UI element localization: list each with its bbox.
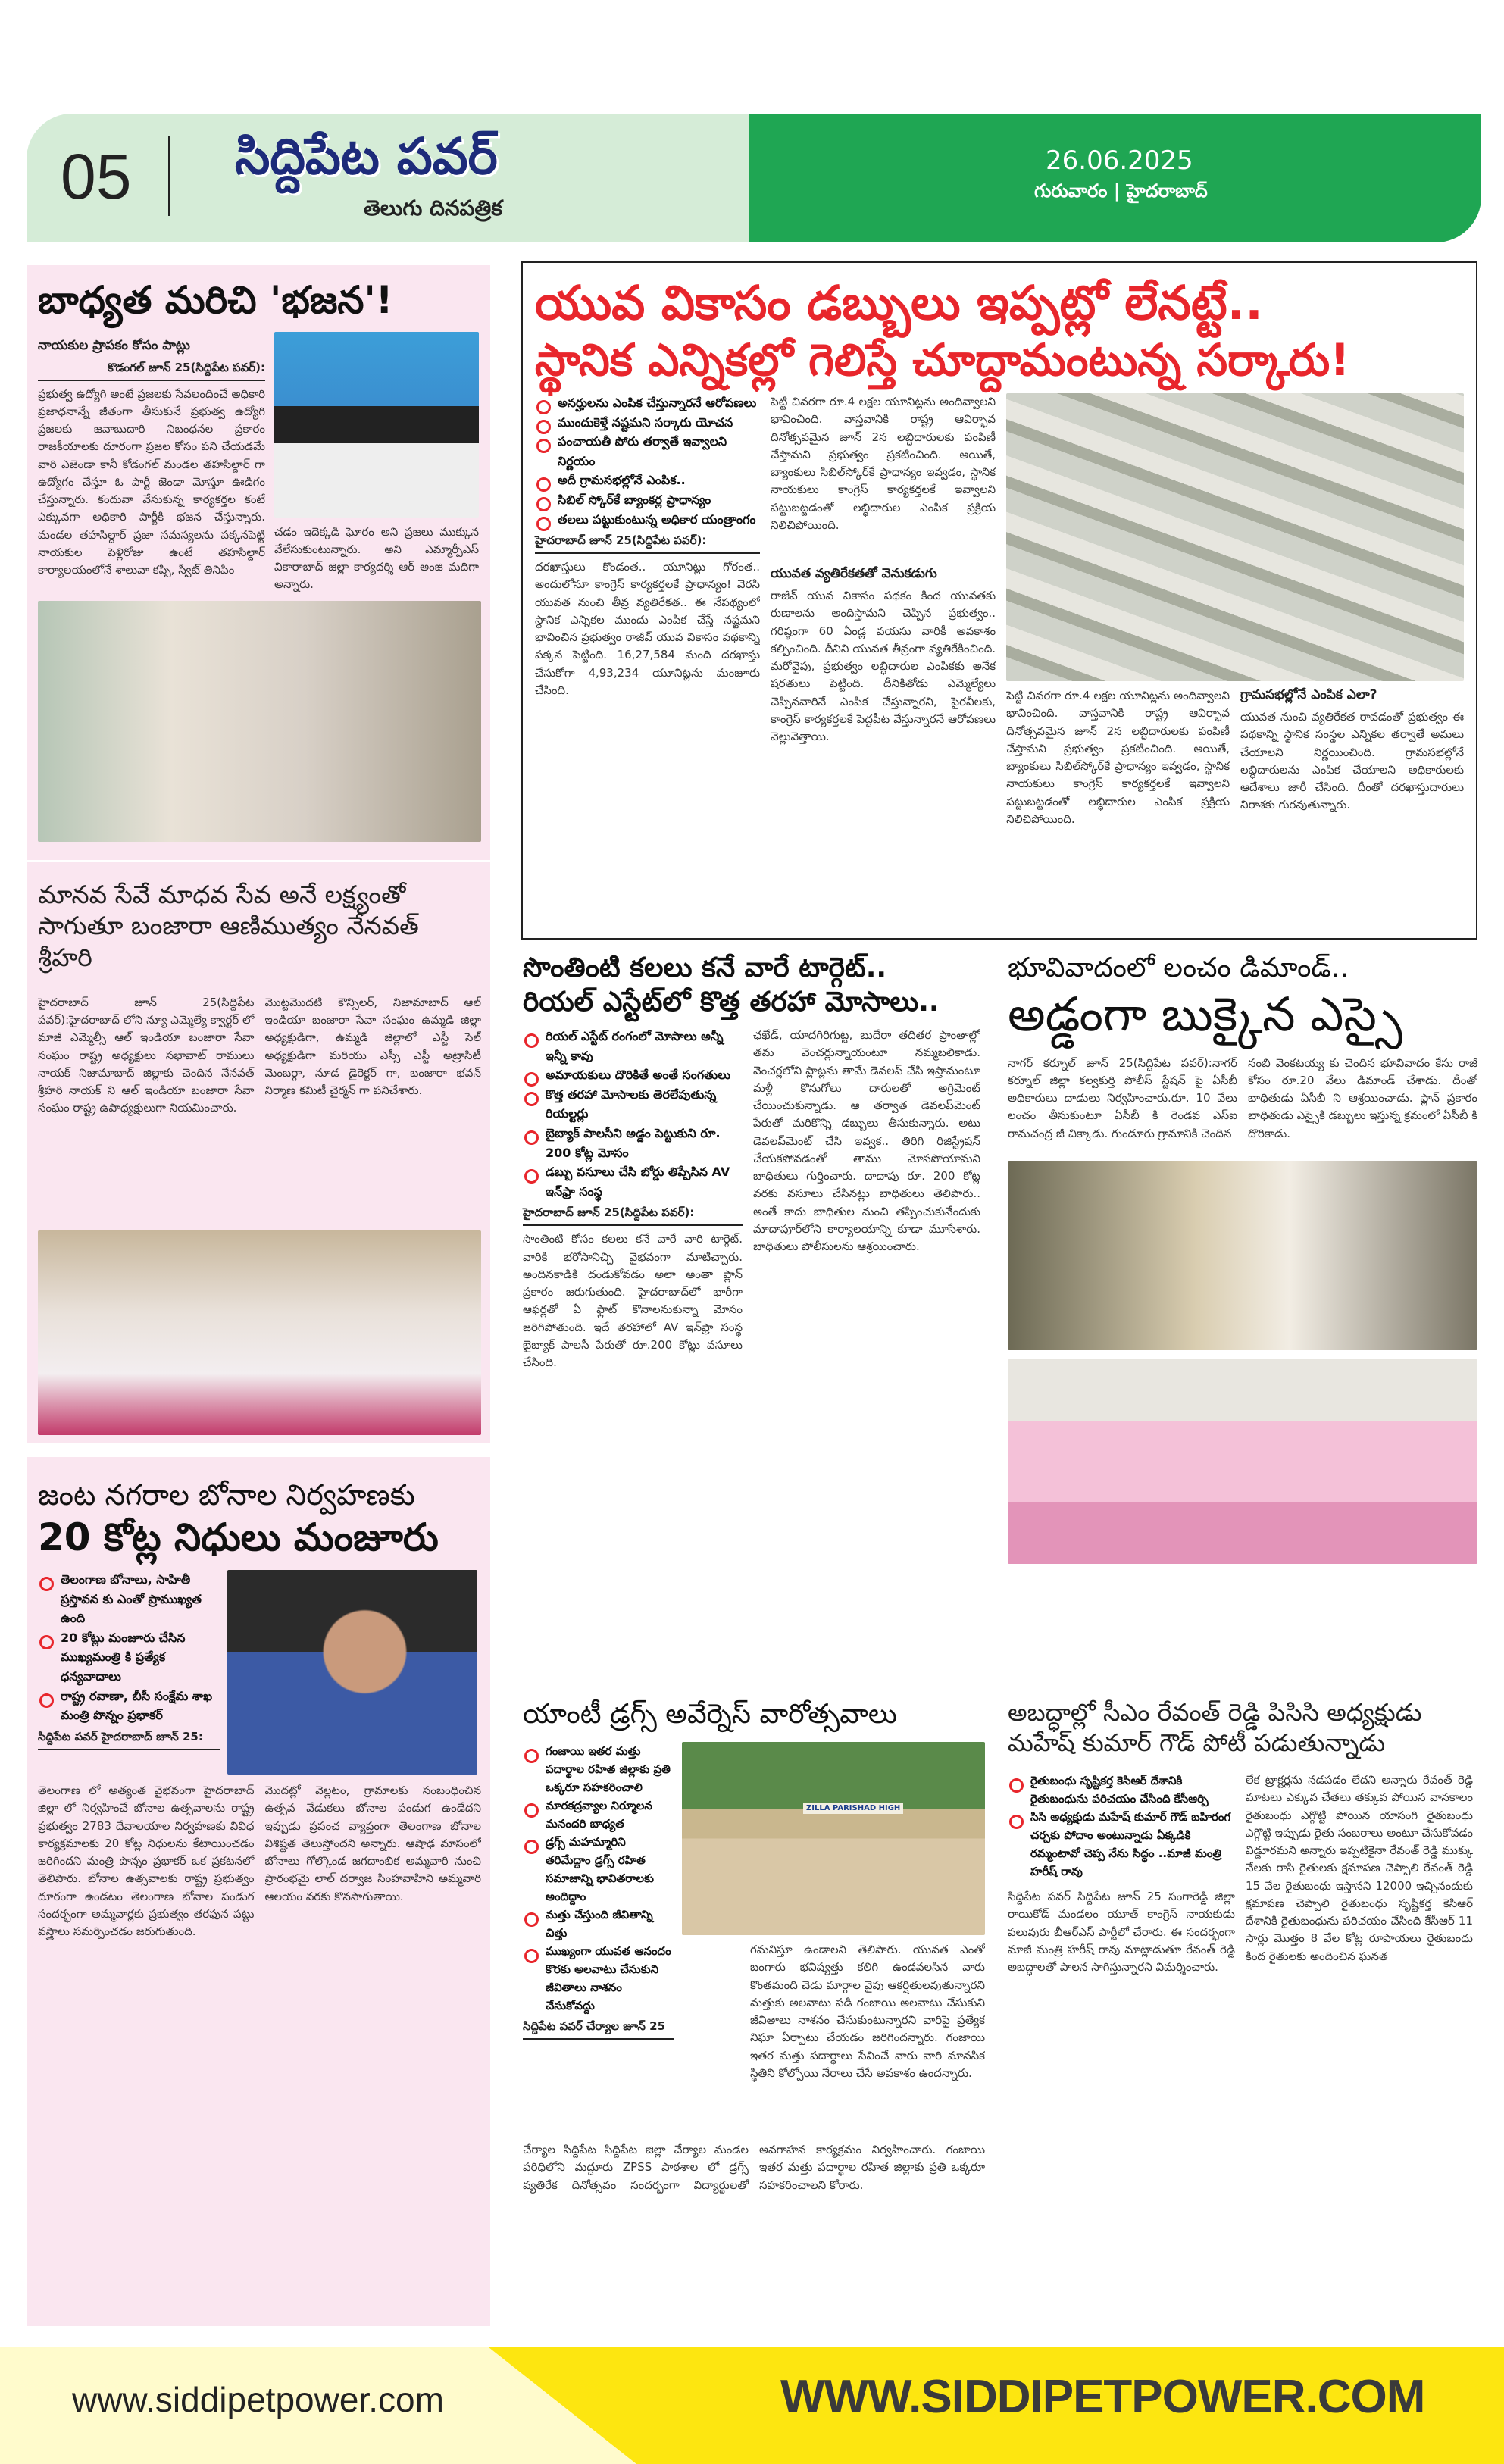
bullet-point: కొత్త తరహా మోసాలకు తెరలేపుతున్న రియల్టర్లు — [523, 1085, 743, 1124]
crosshead: యువత వ్యతిరేకతతో వెనుకడుగు — [771, 566, 937, 581]
bullet-point: సిసి అధ్యక్షుడు మహేష్ కుమార్ గౌడ్ బహిరంగ చర్చకు పోదాం అంటున్నాడు ఏక్కడికి రమ్మంటావో చెప్ప నేను సిద్ధం ..మాజీ మంత్రి హరీష్ రావు — [1008, 1808, 1235, 1881]
article-body-col2b: రాజీవ్ యువ వికాసం పథకం కింద యువతకు రుణాలను అందిస్తామని చెప్పిన ప్రభుత్వం.. గరిష్ఠంగా 60 ఏండ్ల వయసు వారికీ అవకాశం కల్పించింది. దీనిని యువత తీవ్రంగా వ్యతిరేకించింది. మరోవైపు, ప్రభుత్వం లబ్ధిదారుల ఎంపికకు అనేక షరతులు పెట్టింది. దీనికితోడు ఎమ్మెల్యేలు చెప్పినవారినే ఎంపిక చేస్తున్నారని, పైరవీలకు, కాంగ్రెస్ కార్యకర్తలకే పెద్దపీట వేస్తున్నారనే ఆరోపణలు వెల్లువెత్తాయి. — [771, 589, 996, 743]
article-anti-drugs — [523, 1697, 985, 2326]
school-sign: ZILLA PARISHAD HIGH — [803, 1803, 903, 1814]
section-divider — [27, 1443, 490, 1457]
lead-headline-line1: యువ వికాసం డబ్బులు ఇప్పట్లో లేనట్టే.. — [535, 275, 1263, 330]
headline: బాధ్యత మరిచి 'భజన'! — [38, 278, 393, 322]
officials-group-photo — [38, 601, 481, 842]
article-body-col4: యువత నుంచి వ్యతిరేకత రావడంతో ప్రభుత్వం ఈ పథకాన్ని స్థానిక సంస్థల ఎన్నికల తర్వాతే అమలు చేయాలని నిర్ణయించింది. గ్రామసభల్లోనే లబ్ధిదారులను ఎంపిక చేయాలని అధికారులకు ఆదేశాలు జారీ చేసింది. దీంతో దరఖాస్తుదారులు నిరాశకు గురవుతున్నారు. — [1240, 710, 1465, 812]
article-body-col2: నంబి వెంకటయ్య కు చెందిన భూవివాదం కేసు రాజీ కోసం రూ.20 వేలు డిమాండ్ చేశాడు. దీంతో బాధితుడు ఏసీబీ ని ఆశ్రయించాడు. ప్లాన్ ప్రకారం బాధితుడు ఎస్సైకి డబ్బులు ఇస్తున్న క్రమంలో ఏసీబీ కి దొరికాడు. — [1248, 1055, 1477, 1140]
bullet-point: డబ్బు వసూలు చేసి బోర్డు తిప్పేసిన AV ఇన్‌ఫ్రా సంస్థ — [523, 1162, 743, 1201]
article-body-col2: గమనిస్తూ ఉండాలని తెలిపారు. యువత ఎంతో బంగారు భవిష్యత్తు కలిగి ఉండవలసిన వారు కొంతమంది చెడు మార్గాల వైపు ఆకర్షితులవుతున్నారని మత్తుకు అలవాటు పడి గంజాయి అలవాటు చేసుకుని జీవితాలు నాశనం చేసుకుంటున్నారని వారిపై ప్రత్యేక నిఘా ఏర్పాటు చేయడం జరిగిందన్నారు. గంజాయి ఇతర మత్తు పదార్థాలు సేవించే వారు వారి మానసిక స్థితిని కోల్పోయి నేరాలు చేసే అవకాశం ఉందన్నారు. — [750, 1943, 985, 2080]
article-body-col3: పెట్టి చివరగా రూ.4 లక్షల యూనిట్లను అందివ్వాలని భావించింది. వాస్తవానికి రాష్ట్ర ఆవిర్భావ దినోత్సవమైన జూన్ 2న లబ్ధిదారులకు పంపిణీ చేస్తామని ప్రభుత్వం ప్రకటించింది. అయితే, బ్యాంకులు సిబిల్‌స్కోర్‌కే ప్రాధాన్యం ఇవ్వడం, స్థానిక నాయకులు కాంగ్రెస్ కార్యకర్తలకే ఇవ్వాలని పట్టుబట్టడంతో లబ్ధిదారుల ఎంపిక ప్రక్రియ నిలిచిపోయింది. — [1006, 689, 1230, 826]
headline-line1: భూవివాదంలో లంచం డిమాండ్.. — [1008, 952, 1349, 983]
article-body-col1: సిద్దిపేట పవర్ సిద్దిపేట జూన్ 25 సంగారెడ్డి జిల్లా రాయికోడ్ మండలం యూత్ కాంగ్రెస్ నాయకుడు పలువురు బీఆర్ఎస్ పార్టీలో చేరారు. ఈ సందర్భంగా మాజీ మంత్రి హరీష్ రావు మాట్లాడుతూ రేవంత్ రెడ్డి అబద్ధాలతో పాలన సాగిస్తున్నారని విమర్శించారు. — [1008, 1890, 1235, 1974]
header-right-panel — [749, 114, 1481, 242]
bullet-point: ముఖ్యంగా యువత ఆనందం కొరకు అలవాటు చేసుకుని జీవితాలు నాశనం చేసుకోవద్దు — [523, 1942, 674, 2015]
dateline: సిద్దిపేట పవర్ హైదరాబాద్ జూన్ 25: — [38, 1730, 220, 1750]
website-link-small[interactable]: www.siddipetpower.com — [72, 2380, 444, 2419]
bullet-point: రైతుబంధు సృష్టికర్త కెసిఆర్ దేశానికి రైతుబంధును పరిచయం చేసింది కేసీఆర్పి — [1008, 1771, 1235, 1808]
headline: యాంటీ డ్రగ్స్ అవేర్నెస్ వారోత్సవాలు — [523, 1699, 897, 1730]
bullet-point: డ్రగ్స్ మహమ్మారిని తరిమేద్దాం డ్రగ్స్ రహిత సమాజాన్ని భావితరాలకు అందిద్దాం — [523, 1833, 674, 1906]
masthead-tagline: తెలుగు దినపత్రిక — [364, 195, 502, 220]
dateline: సిద్దిపేట పవర్ చేర్యాల జూన్ 25 — [523, 2019, 674, 2040]
article-body-col2: మొట్టమొదటి కౌన్సిలర్, నిజామాబాద్ ఆల్ ఇండియా బంజారా సేవా సంఘం ఉమ్మడి జిల్లా అధ్యక్షుడిగా, ఉమ్మడి జిల్లాలో ఎస్టీ సెల్ అధ్యక్షుడిగా మరియు ఎస్సీ ఎస్టీ అట్రాసిటీ మెంబర్గా, నూడ డైరెక్టర్ గా, బంజారా భవన్ నిర్మాణ కమిటీ చైర్మన్ గా పనిచేశారు. — [264, 995, 481, 1097]
article-body-col1: హైదరాబాద్ జూన్ 25(సిద్దిపేట పవర్):హైదరాబాద్ లోని న్యూ ఎమ్మెల్యే క్వార్టర్ లో మాజీ ఎమ్మెల్సీ ఆల్ ఇండియా బంజారా సేవా సంఘం రాష్ట్ర అధ్యక్షులు సభావాట్ రాములు నాయక్ నిజామాబాద్ జిల్లాకు చెందిన నేనవత్ శ్రీహరి నాయక్ ని ఆల్ ఇండియా బంజారా సేవా సంఘం రాష్ట్ర ఉపాధ్యక్షులుగా నియమించారు. — [38, 995, 255, 1115]
headline: అబద్ధాల్లో సీఎం రేవంత్ రెడ్డి పిసిసి అధ్యక్షుడు మహేష్ కుమార్ గౌడ్ పోటీ పడుతున్నాడు — [1008, 1698, 1422, 1757]
headline-line1: జంట నగరాల బోనాల నిర్వహణకు — [38, 1478, 415, 1512]
article-acb-si — [1008, 951, 1477, 1671]
headline-line2: 20 కోట్ల నిధులు మంజూరు — [38, 1515, 439, 1559]
bullet-point: పంచాయతీ పోరు తర్వాతే ఇవ్వాలని నిర్ణయం — [535, 432, 760, 471]
issue-date: 26.06.2025 — [1046, 145, 1193, 176]
bullet-point: గంజాయి ఇతర మత్తు పదార్థాల రహిత జిల్లాకు ప్రతి ఒక్కరూ సహకరించాలి — [523, 1742, 674, 1796]
article-srihari — [38, 879, 481, 1440]
headline-line1: సొంతింటి కలలు కనే వారే టార్గెట్.. — [523, 952, 887, 983]
article-real-estate — [523, 951, 985, 1671]
article-body-col1: తెలంగాణ లో అత్యంత వైభవంగా హైదరాబాద్ జిల్లా లో నిర్వహించే బోనాల ఉత్సవాలను రాష్ట్ర ప్రభుత్వం 2783 దేవాలయాల నిర్వహణకు వివిధ కార్యక్రమాలకు 20 కోట్ల నిధులను కేటాయించడం జరిగిందని మంత్రి పొన్నం ప్రభాకర్ ఒక ప్రకటనలో తెలిపారు. బోనాల ఉత్సవాలకు రాష్ట్ర ప్రభుత్వం దూరంగా ఉండటం తెలంగాణ బోనాల పండుగ సందర్భంగా అమ్మవార్లకు ప్రభుత్వం తరఫున పట్టు వస్త్రాలు సమర్పించడం జరుగుతుంది. — [38, 1784, 255, 1938]
dateline: హైదరాబాద్ జూన్ 25(సిద్దిపేట పవర్): — [523, 1205, 743, 1226]
article-body-col2: మొదట్లో వెల్లటం, గ్రామాలకు సంబంధించిన ఉత్సవ వేడుకలు బోనాల పండుగ ఉండేదని ఇప్పుడు ప్రపంచ వ్యాప్తంగా తెలంగాణ బోనాల విశిష్టత తెలుస్తోందని అన్నారు. ఆషాఢ మాసంలో బోనాలు గోల్కొండ జగదాంబిక అమ్మవారి నుంచి ప్రారంభమై లాల్ దర్వాజ సింహవాహిని అమ్మవారి ఆలయం వరకు కొనసాగుతాయి. — [264, 1784, 481, 1903]
arrested-si-photo — [1008, 1161, 1477, 1350]
header-divider — [168, 136, 170, 216]
masthead-logo: సిద్దిపేట పవర్ — [235, 127, 498, 186]
headline-line2: అడ్డంగా బుక్కైన ఎస్సై — [1008, 987, 1402, 1042]
website-link-large[interactable]: WWW.SIDDIPETPOWER.COM — [780, 2371, 1425, 2423]
dateline: కొడంగల్ జూన్ 25(సిద్దిపేట పవర్): — [38, 361, 265, 381]
bullet-point: ముందుకెళ్తే నష్టమని సర్కారు యోచన — [535, 413, 760, 433]
headline: మానవ సేవే మాధవ సేవ అనే లక్ష్యంతో సాగుతూ బంజారా ఆణిముత్యం నేనవత్ శ్రీహరి — [38, 880, 419, 972]
bullet-point: రియల్ ఎస్టేట్ రంగంలో మోసాలు అన్నీ ఇన్నీ కావు — [523, 1027, 743, 1065]
bullet-point: అదీ గ్రామసభల్లోనే ఎంపిక.. — [535, 471, 760, 490]
brs-meeting-photo — [1008, 1359, 1477, 1564]
article-bonalu — [38, 1477, 481, 2319]
subheadline: నాయకుల ప్రాపకం కోసం పాట్లు — [38, 337, 190, 353]
article-harish-rao — [1008, 1697, 1477, 2326]
banjara-felicitation-photo — [38, 1230, 481, 1435]
minister-ponnam-photo — [227, 1570, 477, 1775]
article-body-col2: లేక ట్రాక్టర్లను నడపడం లేదని అన్నారు రేవంత్ రెడ్డి మాటలు ఎక్కువ చేతలు తక్కువ పోయిన వానకాలం రైతుబంధు ఎగ్గొట్టి పోయిన యాసంగి రైతుబంధు ఎగ్గొట్టి ఇప్పుడు రైతు సంబరాలు అంటూ చేసుకోవడం విడ్డూరమని అన్నారు ఇప్పటికైనా రేవంత్ రెడ్డి ముక్కు నేలకు రాసి రైతులకు క్షమాపణ చెప్పాలి రేవంత్ రెడ్డి 15 వేల రైతుబంధు ఇస్తానని 12000 ఇచ్చినందుకు క్షమాపణ చెప్పాలి రైతుబంధు సృష్టికర్త కెసిఆర్ దేశానికి రైతుబంధును పరిచయం చేసింది కేసీఆర్ 11 సార్లు మొత్తం 8 వేల కోట్ల రూపాయలు రైతుబంధు కింద రైతులకు అందించిన ఘనత — [1246, 1773, 1473, 1963]
bullet-point: బైబ్యాక్ పాలసీని అడ్డం పెట్టుకుని రూ. 200 కోట్ల మోసం — [523, 1124, 743, 1162]
article-body-col1: దరఖాస్తులు కొండంత.. యూనిట్లు గోరంత.. అందులోనూ కాంగ్రెస్ కార్యకర్తలకే ప్రాధాన్యం! వెరసి యువత నుంచి తీవ్ర వ్యతిరేకత.. ఈ నేపథ్యంలో స్థానిక ఎన్నికల ముందు ఎంపిక చేస్తే నష్టమని భావించిన ప్రభుత్వం రాజీవ్ యువ వికాసం పథకాన్ని పక్కన పెట్టింది. 16,27,584 మంది దరఖాస్తు చేసుకోగా 4,93,234 యూనిట్లను మంజూరు చేసింది. — [535, 560, 761, 697]
school-awareness-rally-photo — [682, 1742, 985, 1935]
article-body-col2: పెట్టి చివరగా రూ.4 లక్షల యూనిట్లను అందివ్వాలని భావించింది. వాస్తవానికి రాష్ట్ర ఆవిర్భావ దినోత్సవమైన జూన్ 2న లబ్ధిదారులకు పంపిణీ చేస్తామని ప్రభుత్వం ప్రకటించింది. అయితే, బ్యాంకులు సిబిల్‌స్కోర్‌కే ప్రాధాన్యం ఇవ్వడం, స్థానిక నాయకులు కాంగ్రెస్ కార్యకర్తలకే ఇవ్వాలని పట్టుబట్టడంతో లబ్ధిదారుల ఎంపిక ప్రక్రియ నిలిచిపోయింది. — [771, 395, 996, 532]
bullet-point: అనర్హులను ఎంపిక చేస్తున్నారనే ఆరోపణలు — [535, 393, 760, 413]
issue-day-place: గురువారం | హైదరాబాద్ — [1034, 180, 1208, 202]
page-number: 05 — [61, 141, 132, 212]
bullet-point: తెలంగాణ బోనాలు, సాహితీ ప్రస్తావన కు ఎంతో ప్రాముఖ్యత ఉంది — [38, 1570, 220, 1628]
crosshead: గ్రామసభల్లోనే ఎంపిక ఎలా? — [1240, 687, 1377, 702]
currency-notes-photo — [1006, 393, 1464, 681]
article-body: ప్రభుత్వ ఉద్యోగి అంటే ప్రజలకు సేవలందించే అధికారి ప్రజాధనాన్నే జీతంగా తీసుకునే ప్రభుత్వ ఉద్యోగి ప్రజలకు జవాబుదారి నిబంధనల ప్రకారం రాజకీయాలకు దూరంగా ప్రజల కోసం పని చేయడమే వారి ఎజెండా కానీ కోడంగల్ మండల తహసిల్దార్ గా ఉద్యోగం చేస్తూ ఓ పార్టీ జెండా మోస్తూ ఊడిగం చేస్తున్నారు. కందువా వేసుకున్న కార్యకర్తల కంటే ఎక్కువగా అధికారి పార్టీకి భజన చేస్తున్నారు. మండల తహసిల్దార్ ప్రజా సమస్యలను పక్కనపెట్టి నాయకుల పెళ్లిరోజు ఉంటే తహసిల్దార్ కార్యాలయంలోనే శాలువా కప్పి, స్వీట్ తినిపిం — [38, 386, 265, 577]
bullet-point: మత్తు చేస్తుంది జీవితాన్ని చిత్తు — [523, 1906, 674, 1942]
article-yuva-vikasam — [521, 261, 1477, 940]
bullet-point: రాష్ట్ర రవాణా, బీసీ సంక్షేమ శాఖ మంత్రి పొన్నం ప్రభాకర్ — [38, 1687, 220, 1725]
article-bhajana — [38, 277, 481, 852]
lead-headline-line2: స్థానిక ఎన్నికల్లో గెలిస్తే చూద్దామంటున్న సర్కారు! — [535, 333, 1350, 386]
article-body: చేర్యాల సిద్దిపేట సిద్దిపేట జిల్లా చేర్యాల మండల పరిధిలోని మద్దూరు ZPSS పాఠశాల లో డ్రగ్స్ వ్యతిరేక దినోత్సవం సందర్భంగా విద్యార్థులతో అవగాహన కార్యక్రమం నిర్వహించారు. గంజాయి ఇతర మత్తు పదార్థాల రహిత జిల్లాకు ప్రతి ఒక్కరూ సహకరించాలని కోరారు. — [523, 2143, 985, 2192]
section-divider — [27, 860, 490, 862]
article-body-col1: నాగర్ కర్నూల్ జూన్ 25(సిద్దిపేట పవర్):నాగర్ కర్నూల్ జిల్లా కల్వకుర్తి పోలీస్ స్టేషన్ పై ఏసీబీ అధికారులు దాడులు నిర్వహించారు.రూ. 10 వేలు లంచం తీసుకుంటూ ఏసీబీ కి రెండవ ఎస్ఐ రామచంద్ర జీ చిక్కాడు. గుండూరు గ్రామానికి చెందిన — [1008, 1055, 1237, 1140]
article-body-col2: ఛఖేడ్, యాదగిరిగుట్ట, బుదేరా తదితర ప్రాంతాల్లో తమ వెంచర్లున్నాయంటూ నమ్మబలికాడు. వెంచర్లలోని ప్లాట్లను తామే డెవలప్ చేసి ఇస్తామంటూ మళ్లీ కొనుగోలు దారులతో అగ్రిమెంట్ చేయించుకున్నాడు. ఆ తర్వాత డెవలప్‌మెంట్ పేరుతో మరికొన్ని డబ్బులు తీసుకున్నారు. అటు డెవలప్‌మెంట్ చేసి ఇవ్వక.. తిరిగి రిజిస్ట్రేషన్ చేయకపోవడంతో తాము మోసపోయామని బాధితులు గుర్తించారు. దాదాపు రూ. 200 కోట్ల వరకు వసూలు చేసినట్లు బాధితులు తెలిపారు.. అంతే కాదు బాధితుల నుంచి తప్పించుకునేందుకు మాదాపూర్‌లోని కార్యాలయాన్ని కూడా మూసేశారు. బాధితులు పోలీసులను ఆశ్రయించారు. — [753, 1028, 980, 1253]
bullet-point: తలలు పట్టుకుంటున్న అధికార యంత్రాంగం — [535, 510, 760, 530]
dateline: హైదరాబాద్ జూన్ 25(సిద్దిపేట పవర్): — [535, 533, 760, 554]
bullet-point: సిబిల్ స్కోర్‌కే బ్యాంకర్ల ప్రాధాన్యం — [535, 490, 760, 510]
article-body-continued: చడం ఇదెక్కడి ఘోరం అని ప్రజలు ముక్కున వేలేసుకుంటున్నారు. అని ఎమ్మార్పీఎస్ వికారాబాద్ జిల్లా కార్యదర్శి ఆర్ అంజి మదిగా అన్నారు. — [274, 524, 479, 592]
article-body-col1: సొంతింటి కోసం కలలు కనే వారే వారి టార్గెట్. వారికి భరోసానిచ్చి వైభవంగా మాటిచ్చారు. అందినకాడికి దండుకోవడం అలా అంతా ప్లాన్ ప్రకారం జరుగుతుంది. హైదరాబాద్‌లో భారీగా ఆఫర్లతో ఏ ఫ్లాట్ కొనాలనుకున్నా మోసం జరిగిపోతుంది. ఇదే తరహాలో AV ఇన్‌ఫ్రా సంస్థ బైబ్యాక్ పాలసీ పేరుతో రూ.200 కోట్లు వసూలు చేసింది. — [523, 1232, 743, 1370]
bullet-point: 20 కోట్లు మంజూరు చేసిన ముఖ్యమంత్రి కి ప్రత్యేక ధన్యవాదాలు — [38, 1628, 220, 1687]
bullet-point: మారకద్రవ్యాల నిర్మూలన మనందరి బాధ్యత — [523, 1796, 674, 1833]
headline-line2: రియల్ ఎస్టేట్‌లో కొత్త తరహా మోసాలు.. — [523, 987, 940, 1018]
bullet-point: అమాయకులు దొరికితే అంతే సంగతులు — [523, 1065, 743, 1085]
reporter-portrait-photo — [274, 332, 479, 518]
